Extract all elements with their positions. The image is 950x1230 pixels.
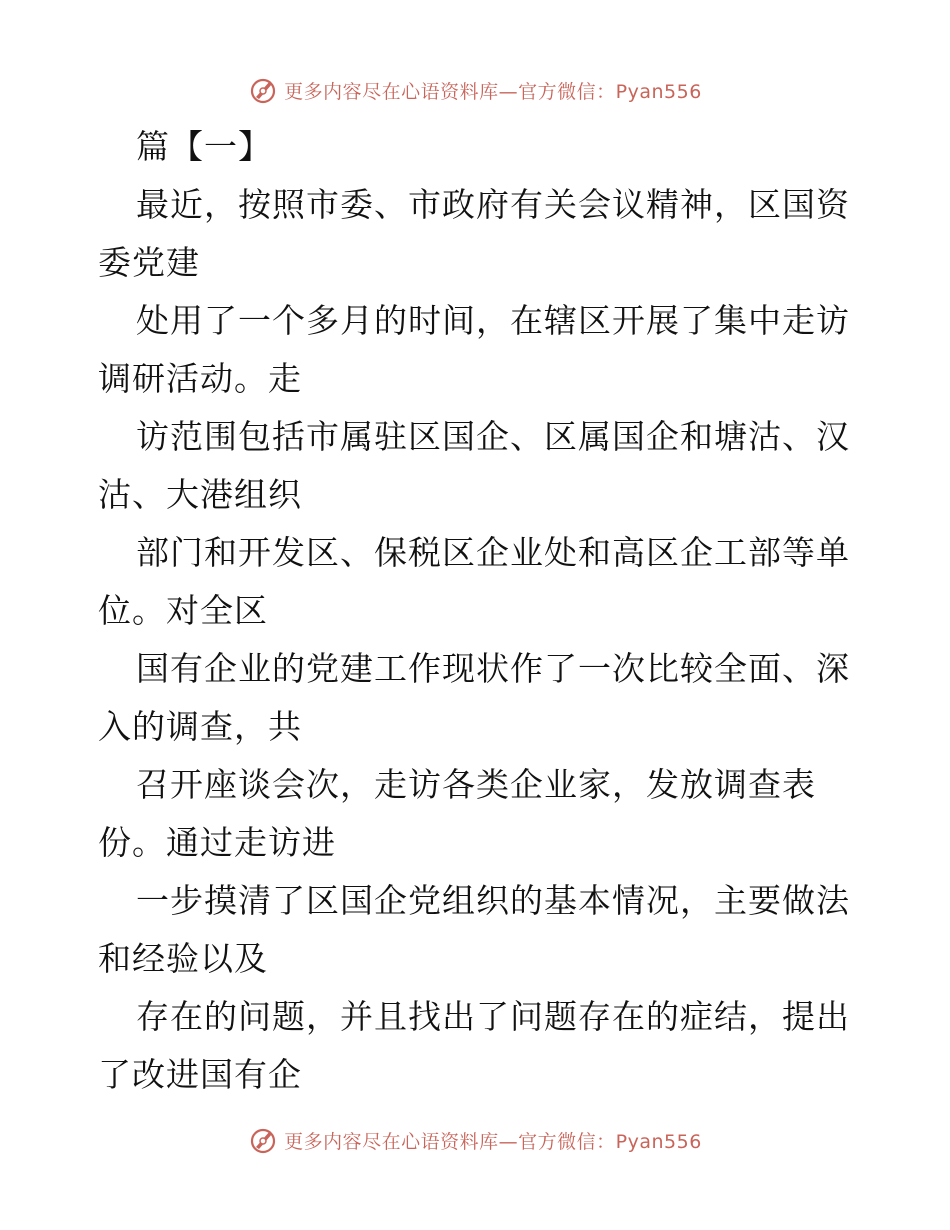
text-line: 份。通过走访进 xyxy=(98,823,336,862)
text-line: 部门和开发区、保税区企业处和高区企工部等单 xyxy=(136,533,850,572)
text-line: 沽、大港组织 xyxy=(98,475,302,514)
footer-banner xyxy=(0,1120,950,1160)
text-line: 访范围包括市属驻区国企、区属国企和塘沽、汉 xyxy=(136,417,850,456)
text-line: 存在的问题，并且找出了问题存在的症结，提出 xyxy=(136,997,850,1036)
feather-pen-logo-icon xyxy=(248,1125,278,1155)
text-line: 调研活动。走 xyxy=(98,359,302,398)
text-line: 了改进国有企 xyxy=(98,1055,302,1094)
text-line: 召开座谈会次，走访各类企业家，发放调查表 xyxy=(136,765,816,804)
text-line: 入的调查，共 xyxy=(98,707,302,746)
text-line: 一步摸清了区国企党组织的基本情况，主要做法 xyxy=(136,881,850,920)
document-body xyxy=(98,118,858,1104)
feather-pen-logo-icon xyxy=(248,75,278,105)
header-banner xyxy=(0,70,950,110)
text-line: 最近，按照市委、市政府有关会议精神，区国资 xyxy=(136,185,850,224)
text-line: 位。对全区 xyxy=(98,591,268,630)
text-line: 国有企业的党建工作现状作了一次比较全面、深 xyxy=(136,649,850,688)
text-line: 处用了一个多月的时间，在辖区开展了集中走访 xyxy=(136,301,850,340)
banner-text: 更多内容尽在心语资料库—官方微信：Pyan556 xyxy=(284,80,702,103)
text-line: 篇【一】 xyxy=(136,127,272,166)
text-line: 和经验以及 xyxy=(98,939,268,978)
text-line: 委党建 xyxy=(98,243,200,282)
banner-text: 更多内容尽在心语资料库—官方微信：Pyan556 xyxy=(284,1130,702,1153)
